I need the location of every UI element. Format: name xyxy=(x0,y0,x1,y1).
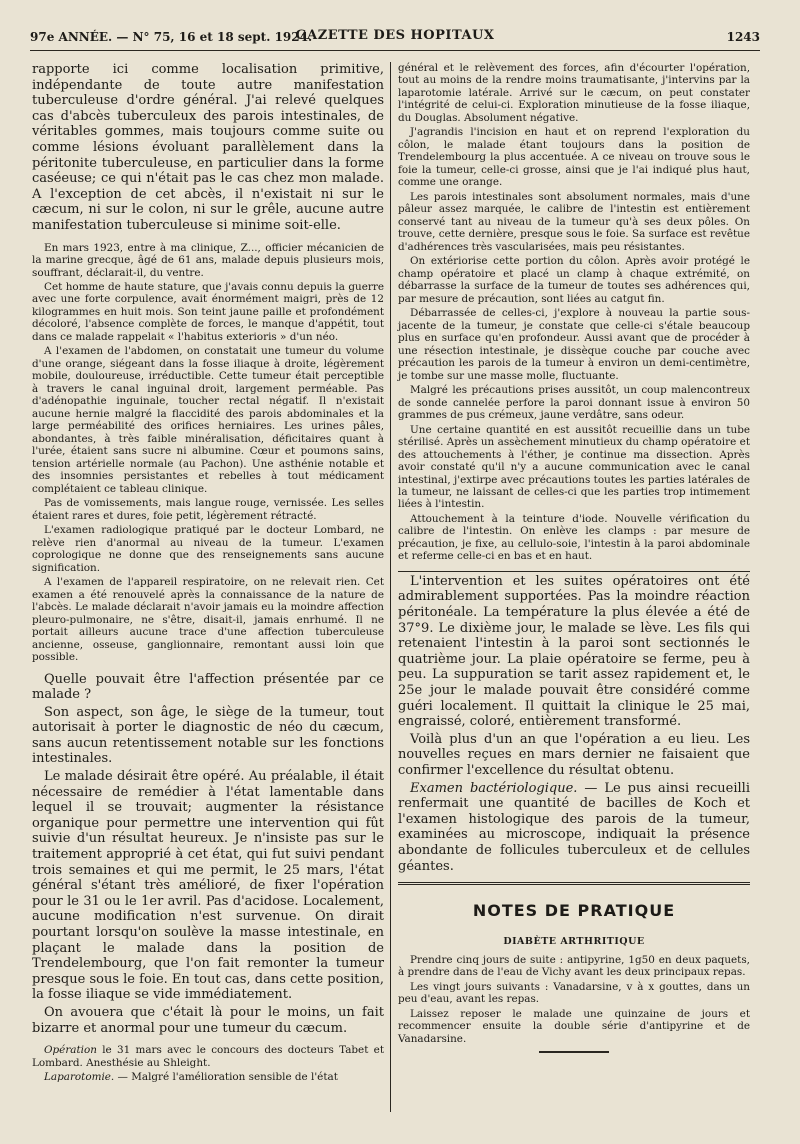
notes-body xyxy=(398,954,750,1045)
notes-subtitle: DIABÈTE ARTHRITIQUE xyxy=(503,936,645,948)
header-rule xyxy=(30,50,760,51)
case-report xyxy=(32,242,384,664)
text: — Malgré l'amélioration sensible de l'état xyxy=(114,1071,338,1084)
paragraph: A l'examen de l'abdomen, on constatait une tumeur du volume d'une orange, siégeant dans la fosse iliaque à droite, légèrement mobile, douloureuse, irréductible. Cette tumeur était perceptible à travers le canal inguinal droit, largement perméable. Pas d'adénopathie inguinale, toucher rectal négatif. Il n'existait aucune hernie malgré la flaccidité des parois abdominales et la large perméabilité des orifices herniaires. Les urines pâles, abondantes, à très faible minéralisation, déficitaires quant à l'urée, étaient sans sucre ni albumine. Cœur et poumons sains, tension artérielle normale (au Pachon). Une asthénie notable et des insomnies persistantes et rebelles à tout médicament complétaient ce tableau clinique. xyxy=(32,345,384,495)
paragraph: Quelle pouvait être l'affection présentée par ce malade ? xyxy=(32,671,384,703)
label: Opération xyxy=(44,1044,97,1057)
paragraph: Prendre cinq jours de suite : antipyrine, 1g50 en deux paquets, à prendre dans de l'eau de Vichy avant les deux principaux repas. xyxy=(398,953,750,979)
paragraph: Pas de vomissements, mais langue rouge, vernissée. Les selles étaient rares et dures, foie petit, légèrement rétracté. xyxy=(32,497,384,522)
notes-section-title: NOTES DE PRATIQUE xyxy=(472,901,676,921)
paragraph: En mars 1923, entre à ma clinique, Z..., officier mécanicien de la marine grecque, âgé de 61 ans, malade depuis plusieurs mois, souffrant, déclarait-il, du ventre. xyxy=(32,241,384,279)
paragraph: Voilà plus d'un an que l'opération a eu lieu. Les nouvelles reçues en mars dernier ne faisaient que confirmer l'excellence du résultat obtenu. xyxy=(398,731,750,779)
label: Examen bactériologique. xyxy=(410,780,578,796)
paragraph xyxy=(398,781,750,875)
paragraph: Une certaine quantité en est aussitôt recueillie dans un tube stérilisé. Après un assèchement minutieux du champ opératoire et des attouchements à l'éther, je continue ma dissection. Après avoir constaté qu'il n'y a aucune communication avec le canal intestinal, j'extirpe avec précautions toutes les parties latérales de la tumeur, ne laissant de celles-ci que les parties trop intimement liées à l'intestin. xyxy=(398,423,750,511)
paragraph: général et le relèvement des forces, afin d'écourter l'opération, tout au moins de la rendre moins traumatisante, j'intervins par la laparotomie latérale. Arrivé sur le cæcum, on peut constater l'intégrité de celui-ci. Exploration minutieuse de la fosse iliaque, du Douglas. Absolument négative. xyxy=(398,62,750,124)
operation-continued xyxy=(398,62,750,563)
section-rule xyxy=(398,571,750,572)
paragraph: On avouera que c'était là pour le moins, un fait bizarre et anormal pour une tumeur du cæcum. xyxy=(32,1004,384,1036)
text: — Le pus ainsi recueilli renfermait une quantité de bacilles de Koch et l'examen histologique des parois de la tumeur, examinées au microscope, indiquait la présence abondante de follicules tuberculeux et de cellules géantes. xyxy=(398,780,750,874)
paragraph: Malgré les précautions prises aussitôt, un coup malencontreux de sonde cannelée perfore la paroi donnant issue à environ 50 grammes de pus crémeux, jaune verdâtre, sans odeur. xyxy=(398,384,750,422)
paragraph: Débarrassée de celles-ci, j'explore à nouveau la partie sous-jacente de la tumeur, je constate que celle-ci s'étale beaucoup plus en surface qu'en profondeur. Aussi avant que de procéder à une résection intestinale, je dissèque couche par couche avec précaution les parois de la tumeur à environ un demi-centimètre, je tombe sur une masse molle, fluctuante. xyxy=(398,307,750,382)
paragraph: J'agrandis l'incision en haut et on reprend l'exploration du côlon, le malade étant toujours dans la position de Trendelembourg la plus accentuée. A ce niveau on trouve sous le foie la tumeur, celle-ci grosse, ainsi que je l'ai indiqué plus haut, comme une orange. xyxy=(398,126,750,189)
operation-notes xyxy=(32,1044,384,1083)
paragraph: A l'examen de l'appareil respiratoire, on ne relevait rien. Cet examen a été renouvelé après la connaissance de la nature de l'abcès. Le malade déclarait n'avoir jamais eu la moindre affection pleuro-pulmonaire, ne s'être, disait-il, jamais enrhumé. Il ne portait ailleurs aucune trace d'une affection tuberculeuse ancienne, osseuse, ganglionnaire, remontant aussi loin que possible. xyxy=(32,576,384,664)
paragraph: L'examen radiologique pratiqué par le docteur Lombard, ne relève rien d'anormal au niveau de la tumeur. L'examen coprologique ne donne que des renseignements sans aucune signification. xyxy=(32,524,384,574)
paragraph: L'intervention et les suites opératoires ont été admirablement supportées. Pas la moindre réaction péritonéale. La température la plus élevée a été de 37°9. Le dixième jour, le malade se lève. Les fils qui retenaient l'intestin à la paroi sont sectionnés le quatrième jour. La plaie opératoire se ferme, peu à peu. La suppuration se tarit assez rapidement et, le 25e jour le malade pouvait être considéré comme guéri localement. Il quittait la clinique le 25 mai, engraissé, coloré, entièrement transformé. xyxy=(398,573,750,730)
section-double-rule xyxy=(398,882,750,885)
right-column xyxy=(398,62,750,1053)
paragraph: Attouchement à la teinture d'iode. Nouvelle vérification du calibre de l'intestin. On enlève les clamps : par mesure de précaution, je fixe, au cellulo-soie, l'intestin à la paroi abdominale et referme celle-ci en bas et en haut. xyxy=(398,512,750,563)
column-divider xyxy=(390,62,391,1112)
text: le 31 mars avec le concours des docteurs Tabet et Lombard. Anesthésie au Shleight. xyxy=(32,1044,384,1069)
paragraph: Les vingt jours suivants : Vanadarsine, v à x gouttes, dans un peu d'eau, avant les repas. xyxy=(398,980,750,1006)
issue-info: 97e ANNÉE. — N° 75, 16 et 18 sept. 1924. xyxy=(30,30,313,44)
discussion xyxy=(32,672,384,1037)
end-ornament xyxy=(539,1051,609,1053)
label: Laparotomie. xyxy=(44,1071,115,1084)
paragraph: Son aspect, son âge, le siège de la tumeur, tout autorisait à porter le diagnostic de néo du cæcum, sans aucun retentissement notable sur les fonctions intestinales. xyxy=(32,704,384,767)
page-number: 1243 xyxy=(726,30,760,44)
paragraph: Cet homme de haute stature, que j'avais connu depuis la guerre avec une forte corpulence, avait énormément maigri, près de 12 kilogrammes en huit mois. Son teint jaune paille et profondément décoloré, l'absence complète de forces, le manque d'appétit, tout dans ce malade rappelait « l'habitus exterioris » d'un néo. xyxy=(32,280,384,343)
paragraph xyxy=(32,1044,384,1069)
paragraph xyxy=(32,1071,384,1083)
paragraph: rapporte ici comme localisation primitive, indépendante de toute autre manifestation tuberculeuse d'ordre général. J'ai relevé quelques cas d'abcès tuberculeux des parois intestinales, de véritables gommes, mais toujours comme suite ou comme lésions évoluant parallèlement dans la péritonite tuberculeuse, en particulier dans la forme caséeuse; ce qui n'était pas le cas chez mon malade. A l'exception de cet abcès, il n'existait ni sur le cæcum, ni sur le colon, ni sur le grêle, aucune autre manifestation tuberculeuse si minime soit-elle. xyxy=(32,62,384,233)
paragraph: Laissez reposer le malade une quinzaine de jours et recommencer ensuite la double série d'antipyrine et de Vanadarsine. xyxy=(398,1007,750,1045)
paragraph: On extériorise cette portion du côlon. Après avoir protégé le champ opératoire et placé un clamp à chaque extrémité, on débarrasse la surface de la tumeur de toutes ses adhérences qui, par mesure de précaution, sont liées au catgut fin. xyxy=(398,255,750,305)
left-column xyxy=(32,62,384,1086)
journal-title: GAZETTE DES HOPITAUX xyxy=(295,28,495,43)
paragraph: Le malade désirait être opéré. Au préalable, il était nécessaire de remédier à l'état lamentable dans lequel il se trouvait; augmenter la résistance organique pour permettre une intervention qui fût suivie d'un résultat heureux. Je n'insiste pas sur le traitement approprié à cet état, qui fut suivi pendant trois semaines et qui me permit, le 25 mars, l'état général s'étant très amélioré, de fixer l'opération pour le 31 ou le 1er avril. Pas d'acidose. Localement, aucune modification n'est survenue. On dirait pourtant lorsqu'on soulève la masse intestinale, en plaçant le malade dans la position de Trendelembourg, que l'on fait remonter la tumeur presque sous le foie. En tout cas, dans cette position, la fosse iliaque se vide immédiatement. xyxy=(32,769,384,1003)
outcome xyxy=(398,574,750,874)
paragraph: Les parois intestinales sont absolument normales, mais d'une pâleur assez marquée, le calibre de l'intestin est entièrement conservé tant au niveau de la tumeur qu'à ses deux pôles. On trouve, cette dernière, presque sous le foie. Sa surface est revêtue d'adhérences très vascularisées, mais peu résistantes. xyxy=(398,190,750,253)
page-header xyxy=(30,26,760,50)
